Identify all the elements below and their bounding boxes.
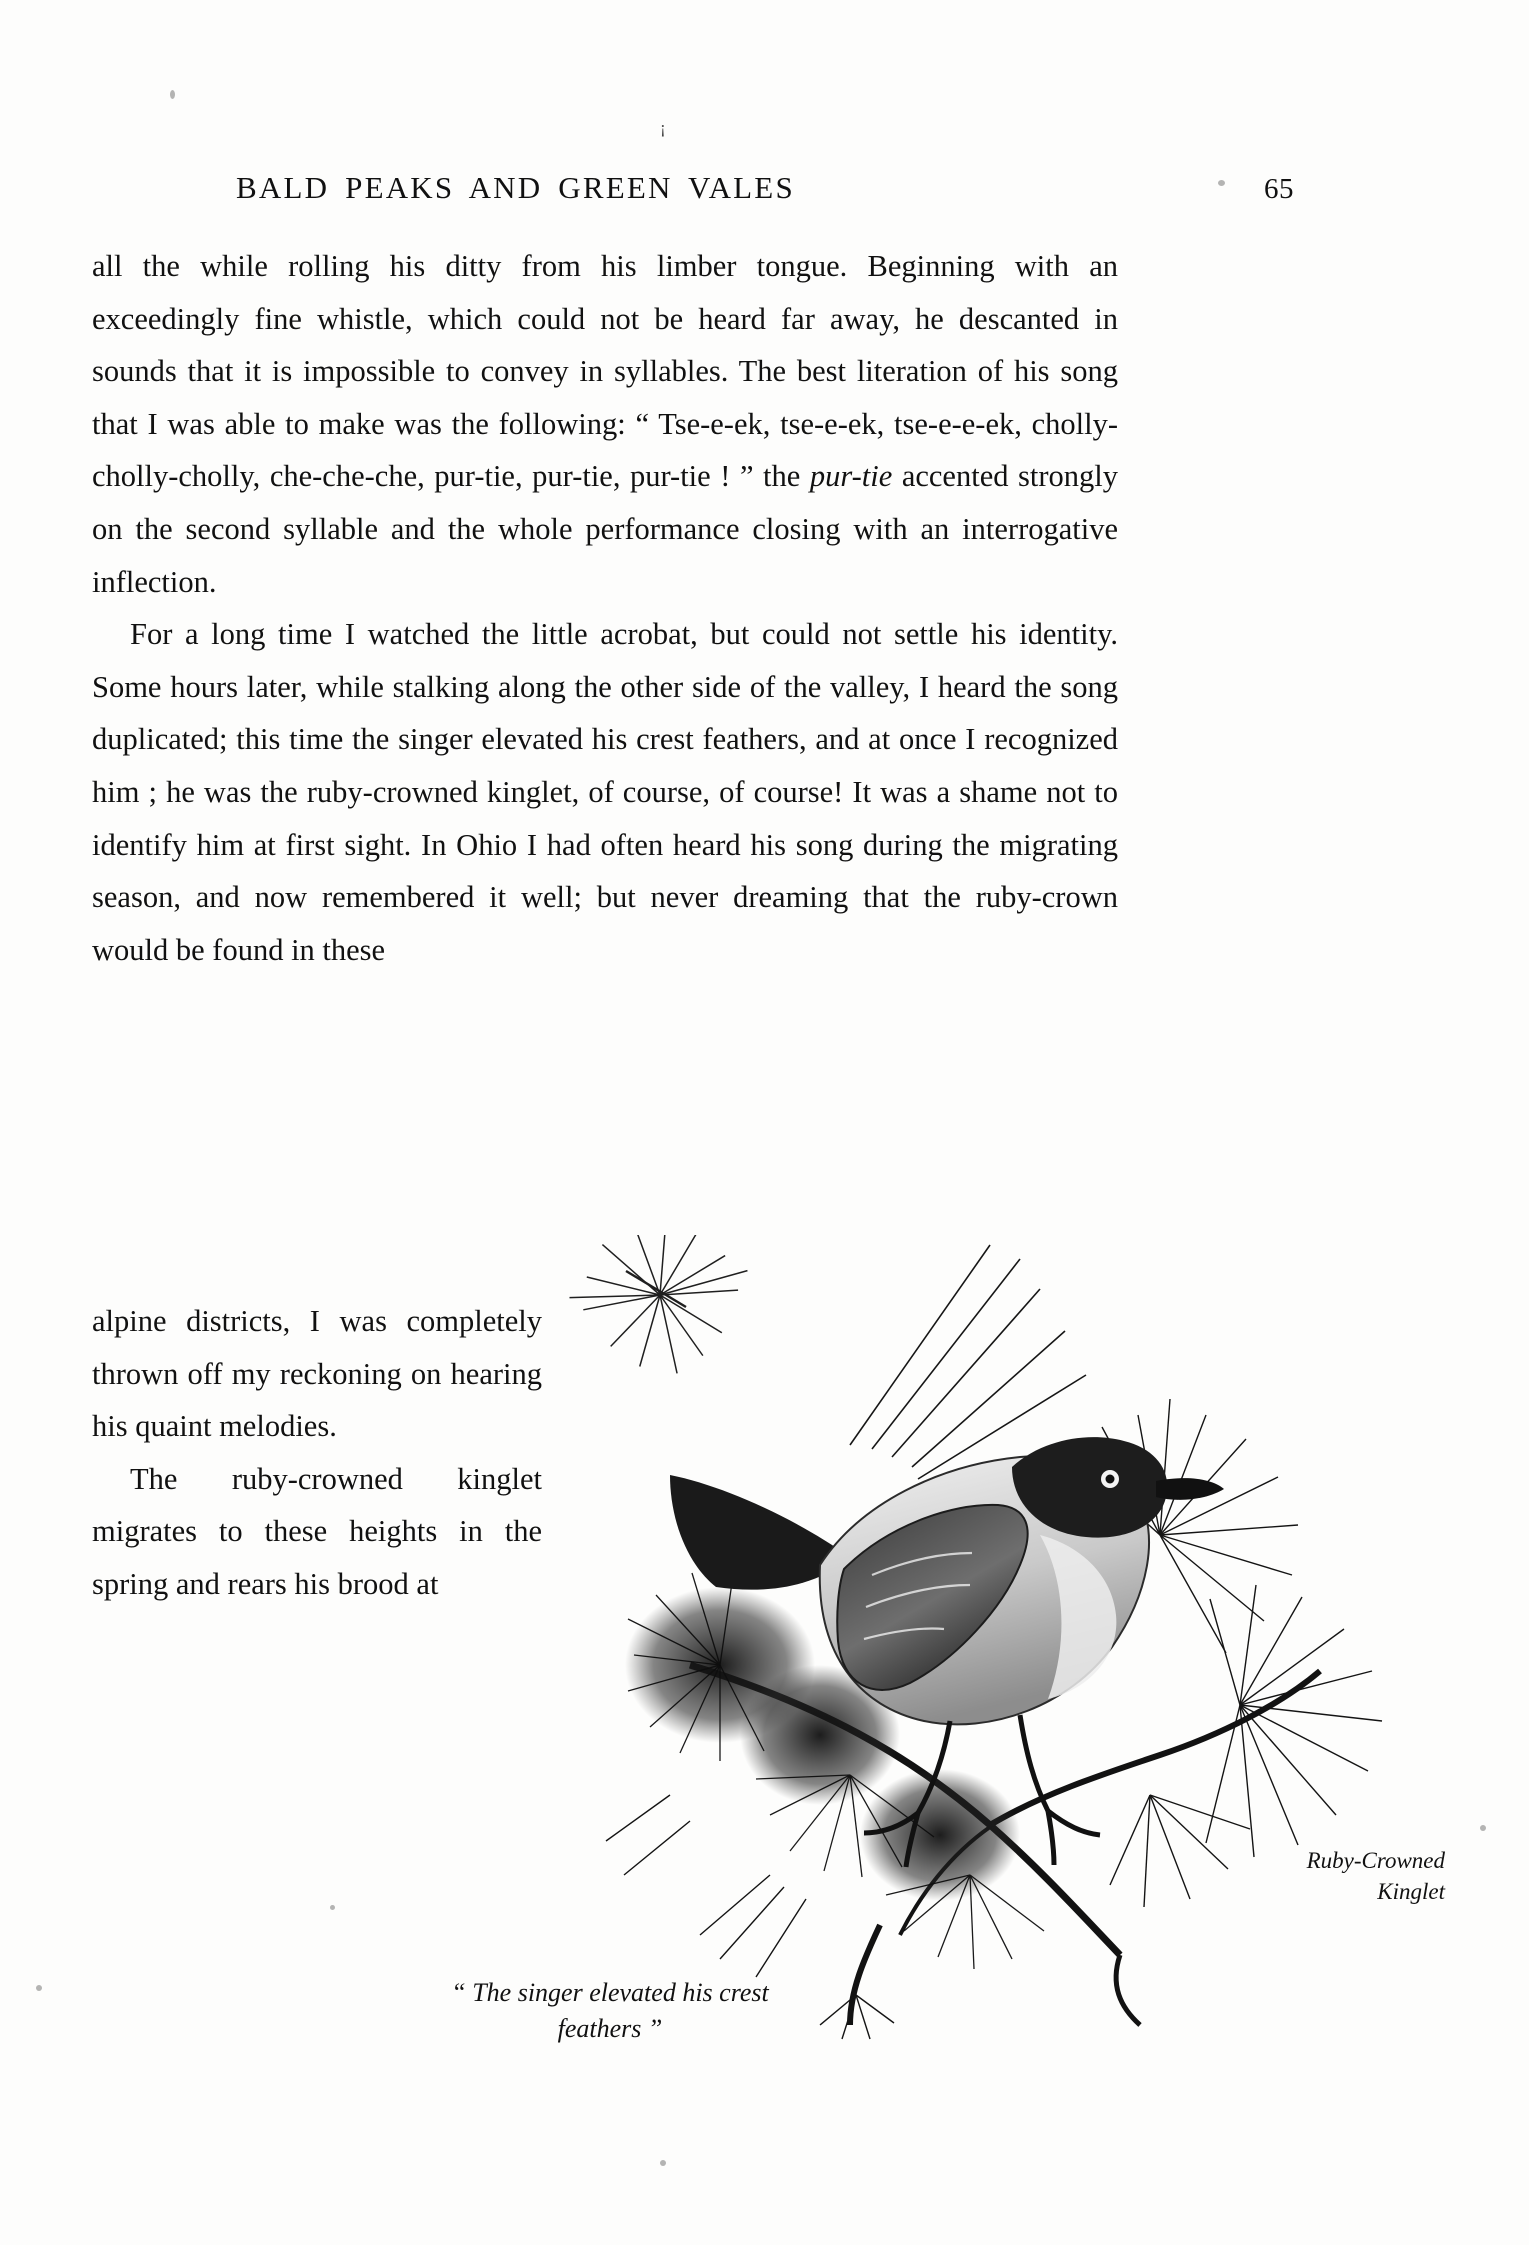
paragraph-2: For a long time I watched the little acrobat, but could not settle his identity. Some hours later, while stalking along the other side of the valley, I heard the song duplicated; this time the singer elevated his crest feathers, and at once I recognized him ; he was the ruby-crowned kinglet, of course, of course! It was a shame not to identify him at first sight. In Ohio I had often heard his song during the migrating season, and now remembered it well; but never dreaming that the ruby-crown would be found in these [92, 617, 1118, 967]
ruby-crowned-kinglet-engraving [520, 1235, 1400, 2045]
running-head: BALD PEAKS AND GREEN VALES [236, 170, 795, 205]
scan-speck [330, 1905, 335, 1910]
illustration [520, 1235, 1400, 2045]
bird-pupil [1106, 1475, 1115, 1484]
wrapped-paragraph-2: The ruby-crowned kinglet migrates to these heights in the spring and rears his brood at [92, 1461, 542, 1601]
scan-speck [36, 1985, 42, 1991]
scan-speck [1480, 1825, 1486, 1831]
paragraph-1-quote: “ Tse-e-ek, tse-e-ek, tse-e-e-ek, cholly-cholly-cholly, che-che-che, pur-tie, pur-tie, pur-tie ! ” the [92, 406, 1119, 494]
italic-purtie: pur-tie [809, 459, 893, 494]
wrapped-paragraph-1: alpine districts, I was completely thrown off my reckoning on hearing his quaint melodies. [92, 1304, 542, 1444]
paragraph-1-tail: accented strongly on the second syllable and the whole performance closing with an interrogative inflection. [92, 459, 1119, 599]
page-number: 65 [1264, 173, 1294, 205]
main-text-column [92, 240, 1118, 976]
caption-right-line-1: Ruby-Crowned [1306, 1848, 1445, 1873]
scan-speck [660, 2160, 666, 2166]
illustration-caption-left: “ The singer elevated his crest feathers ” [451, 1978, 769, 2043]
caption-right-line-2: Kinglet [1377, 1879, 1445, 1904]
stray-ink-mark: ¡ [660, 118, 666, 137]
scan-speck [170, 90, 175, 99]
illustration-caption-right [1255, 1845, 1445, 1907]
wrapped-text-column [92, 1295, 542, 1611]
bird-beak [1156, 1478, 1224, 1500]
page-header [236, 170, 1296, 206]
paragraph-1-text: all the while rolling his ditty from his limber tongue. Beginning with an exceedingly fine whistle, which could not be heard far away, he descanted in sounds that it is impossible to convey in syllables. The best literation of his song that I was able to make was the following: [92, 249, 1118, 441]
paragraph-1 [92, 240, 1118, 608]
